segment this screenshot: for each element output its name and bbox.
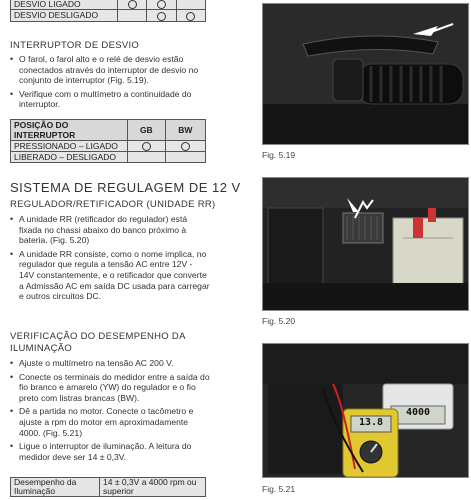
connection-circle-icon [142, 142, 151, 151]
regulator-unit-illustration [263, 178, 468, 310]
bullet-text: • A unidade RR (retificador do regulador) está fixada no chassi abaixo do banco próximo à bateria. (Fig. 5.20) [10, 214, 210, 246]
multimeter-reading: 13.8 [358, 417, 384, 428]
lighting-performance-table [10, 477, 206, 497]
section2-bullets [10, 214, 210, 302]
connection-circle-icon [157, 12, 166, 21]
bullet-text: • Ligue o interruptor de iluminação. A leitura do medidor deve ser 14 ± 0,3V. [10, 441, 210, 462]
section1-bullets [10, 54, 210, 110]
figure-5-20-photo [262, 177, 469, 311]
section3-bullets [10, 358, 210, 462]
bullet-text: • Ajuste o multímetro na tensão AC 200 V. [10, 358, 210, 369]
switch-table-desvio [10, 119, 206, 163]
figure-caption-5-21: Fig. 5.21 [262, 484, 296, 494]
bullet-text: • A unidade RR consiste, como o nome implica, no regulador que regula a tensão AC entre 12V - 14V constantemente, e o retificador que converte a Admissão AC em saída DC usada para carregar e outros circuitos DC. [10, 249, 210, 302]
figure-5-21-photo [262, 343, 469, 478]
connection-circle-icon [181, 142, 190, 151]
section-title-verificacao: VERIFICAÇÃO DO DESEMPENHO DA ILUMINAÇÃO [10, 331, 186, 354]
header-gb: GB [128, 120, 166, 141]
section-title-interruptor-desvio: INTERRUPTOR DE DESVIO [10, 40, 140, 51]
header-position: POSIÇÃO DO INTERRUPTOR [11, 120, 128, 141]
row-label: LIBERADO – DESLIGADO [11, 152, 128, 163]
bullet-text: • Conecte os terminais do medidor entre a saída do fio branco e amarelo (YW) do regulador e o fio preto com listras brancas (BW). [10, 372, 210, 404]
figure-5-19-photo [262, 3, 469, 145]
connection-circle-icon [186, 12, 195, 21]
row-label: DESVIO DESLIGADO [11, 10, 118, 21]
bullet-text: • O farol, o farol alto e o relé de desvio estão conectados através do interruptor de desvio no conjunto de interruptor (Fig. 5.19). [10, 54, 210, 86]
bullet-text: • Verifique com o multímetro a continuidade do interruptor. [10, 89, 210, 110]
row-label: DESVIO LIGADO [11, 0, 118, 10]
row-label: PRESSIONADO – LIGADO [11, 141, 128, 152]
figure-caption-5-19: Fig. 5.19 [262, 150, 296, 160]
tachometer-reading: 4000 [405, 407, 431, 418]
handlebar-switch-illustration [263, 4, 468, 144]
switch-table-top [10, 0, 206, 22]
header-bw: BW [165, 120, 205, 141]
table-cell-value: 14 ± 0,3V a 4000 rpm ou superior [100, 478, 206, 497]
connection-circle-icon [128, 0, 137, 9]
section-title-regulagem: SISTEMA DE REGULAGEM DE 12 V [10, 180, 241, 195]
connection-circle-icon [157, 0, 166, 9]
section-subtitle-regulador: REGULADOR/RETIFICADOR (UNIDADE RR) [10, 199, 216, 210]
figure-caption-5-20: Fig. 5.20 [262, 316, 296, 326]
bullet-text: • Dê a partida no motor. Conecte o tacômetro e ajuste a rpm do motor em aproximadamente 4000. (Fig. 5.21) [10, 406, 210, 438]
table-cell-label: Desempenho da Iluminação [11, 478, 100, 497]
